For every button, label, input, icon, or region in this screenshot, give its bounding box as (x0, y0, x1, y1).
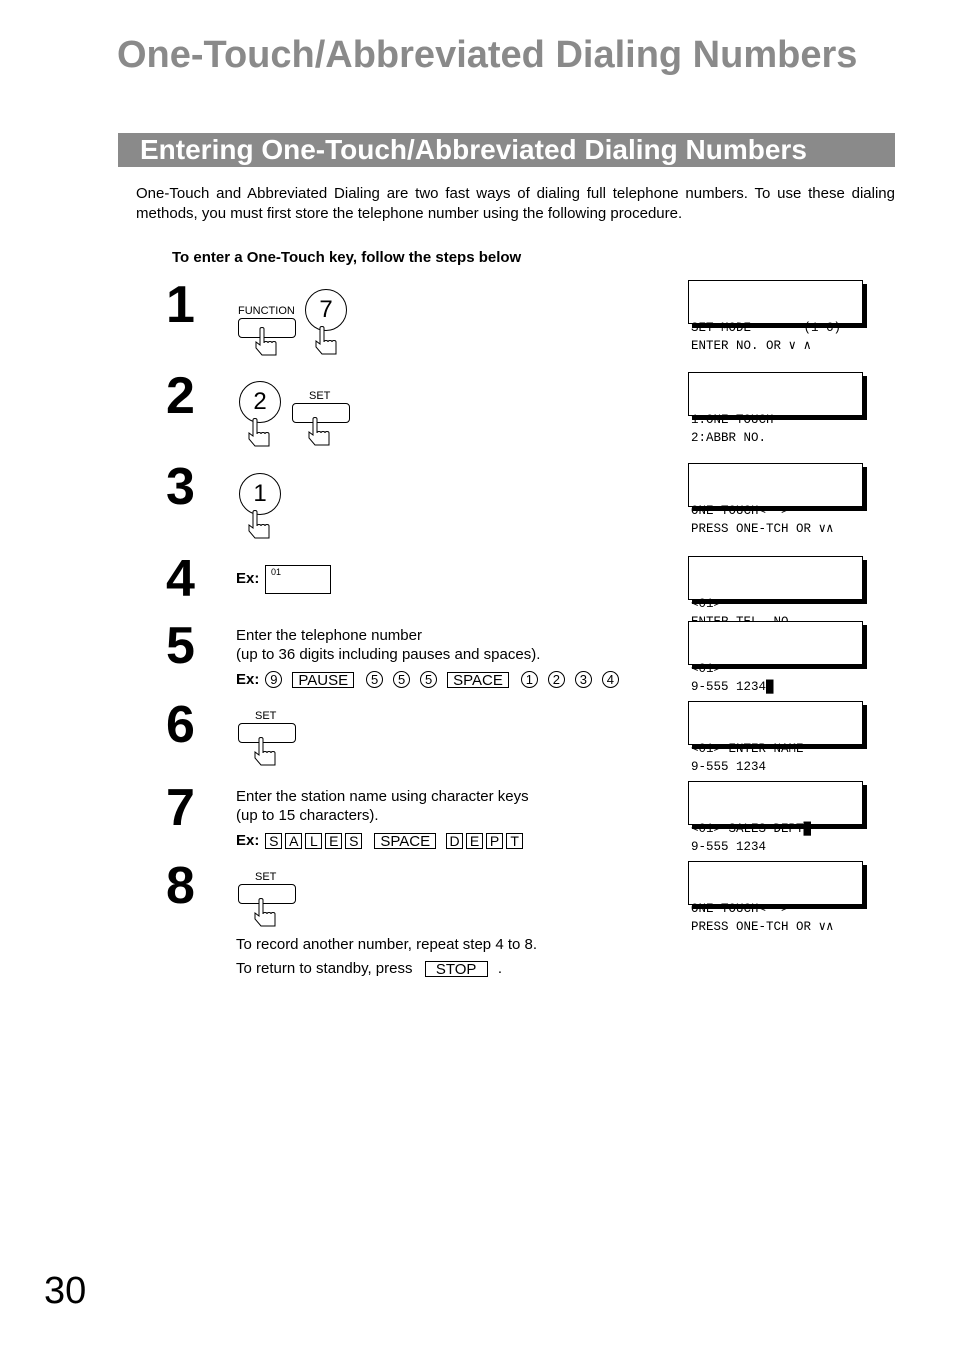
finger-press-icon (247, 510, 275, 540)
digit-key: 1 (521, 671, 538, 688)
finger-press-icon (253, 898, 281, 928)
step-number-7: 7 (166, 779, 195, 837)
digit-key: 9 (265, 671, 282, 688)
lcd-display-1: SET MODE (1-6) ENTER NO. OR ∨ ∧ (688, 280, 863, 324)
finger-press-icon (253, 737, 281, 767)
letter-key: L (305, 833, 322, 849)
letter-key: E (325, 833, 342, 849)
finger-press-icon (307, 417, 335, 447)
digit-key: 5 (366, 671, 383, 688)
key-1: 1 (239, 473, 281, 515)
set-key-label: SET (309, 390, 331, 402)
example-label: Ex: (236, 832, 260, 849)
lcd-display-2: 1:ONE-TOUCH 2:ABBR NO. (688, 372, 863, 416)
letter-key: S (265, 833, 282, 849)
section-header (118, 133, 895, 167)
set-key-label: SET (255, 710, 277, 722)
finger-press-icon (247, 418, 275, 448)
section-title: Entering One-Touch/Abbreviated Dialing Numbers (140, 134, 807, 165)
letter-key: A (285, 833, 302, 849)
lcd-display-8: ONE-TOUCH< > PRESS ONE-TCH OR ∨∧ (688, 861, 863, 905)
intro-paragraph: One-Touch and Abbreviated Dialing are two fast ways of dialing full telephone numbers. To use these dialing methods, you must first store the telephone number using the following procedure. (136, 185, 895, 222)
step5-instruction: Enter the telephone number (236, 627, 422, 644)
key-7: 7 (305, 289, 347, 331)
lcd-display-6: <01> ENTER NAME 9-555 1234 (688, 701, 863, 745)
letter-key: S (345, 833, 362, 849)
pause-key: PAUSE (292, 672, 354, 688)
finger-press-icon (254, 327, 282, 357)
key-2: 2 (239, 381, 281, 423)
step7-example (236, 832, 526, 849)
period: . (497, 960, 502, 977)
space-key: SPACE (447, 672, 509, 688)
repeat-instruction: To record another number, repeat step 4 to 8. (236, 936, 538, 953)
function-key-label: FUNCTION (238, 305, 295, 317)
page-title: One-Touch/Abbreviated Dialing Numbers (117, 34, 858, 76)
digit-key: 2 (548, 671, 565, 688)
finger-press-icon (314, 326, 342, 356)
step-number-8: 8 (166, 857, 195, 915)
step-number-5: 5 (166, 617, 195, 675)
digit-key: 3 (575, 671, 592, 688)
digit-key: 5 (393, 671, 410, 688)
stop-key: STOP (425, 961, 488, 977)
step-number-4: 4 (166, 550, 195, 608)
letter-key: D (446, 833, 463, 849)
set-key-label: SET (255, 871, 277, 883)
step5-note: (up to 36 digits including pauses and spaces). (236, 646, 541, 663)
procedure-title: To enter a One-Touch key, follow the steps below (172, 249, 522, 266)
lcd-display-7: <01> SALES DEPT█ 9-555 1234 (688, 781, 863, 825)
lcd-display-4: <01> (688, 556, 863, 600)
standby-instruction (236, 959, 502, 978)
lcd-display-3: ONE-TOUCH< > PRESS ONE-TCH OR ∨∧ (688, 463, 863, 507)
step-number-2: 2 (166, 367, 195, 425)
letter-key: P (486, 833, 503, 849)
step5-example (236, 671, 629, 688)
example-label: Ex: (236, 570, 260, 587)
step7-instruction: Enter the station name using character keys (236, 788, 529, 805)
space-key: SPACE (374, 833, 436, 849)
step-number-3: 3 (166, 458, 195, 516)
one-touch-key-example: 01 (265, 565, 331, 594)
standby-text: To return to standby, press (236, 960, 413, 977)
step-number-1: 1 (166, 276, 195, 334)
lcd-display-5: <01> 9-555 1234█ (688, 621, 863, 665)
page-number: 30 (44, 1270, 87, 1312)
step-number-6: 6 (166, 696, 195, 754)
digit-key: 5 (420, 671, 437, 688)
letter-key: T (506, 833, 523, 849)
step7-note: (up to 15 characters). (236, 807, 379, 824)
letter-key: E (466, 833, 483, 849)
example-label: Ex: (236, 671, 260, 688)
digit-key: 4 (602, 671, 619, 688)
